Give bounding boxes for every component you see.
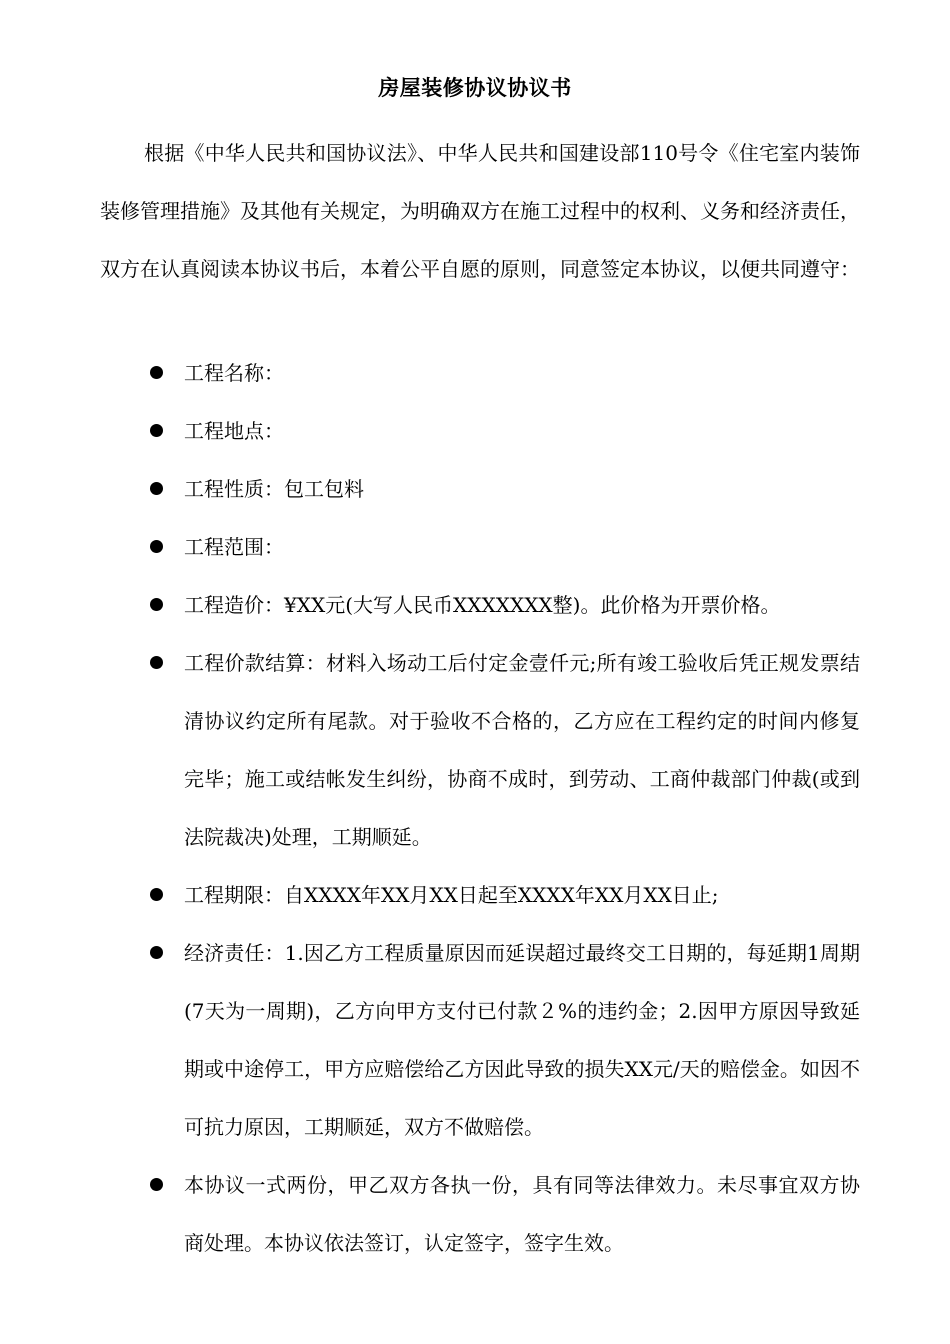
list-item (100, 518, 860, 576)
list-item-text: 工程范围： (184, 535, 284, 559)
list-item-text: 工程名称： (184, 361, 284, 385)
intro-paragraph: 根据《中华人民共和国协议法》、中华人民共和国建设部110号令《住宅室内装饰装修管理措施》及其他有关规定，为明确双方在施工过程中的权利、义务和经济责任，双方在认真阅读本协议书后，本着公平自愿的原则，同意签定本协议，以便共同遵守： (100, 141, 860, 281)
list-item (100, 1156, 860, 1272)
bullet-icon (150, 424, 163, 437)
bullet-icon (150, 482, 163, 495)
list-item (100, 402, 860, 460)
list-item-text: 工程期限：自XXXX年XX月XX日起至XXXX年XX月XX日止; (184, 883, 719, 907)
document-title: 房屋装修协议协议书 (378, 75, 572, 100)
list-item (100, 924, 860, 1156)
bullet-icon (150, 946, 163, 959)
list-item-text: 工程造价：¥XX元(大写人民币XXXXXXX整)。此价格为开票价格。 (184, 593, 781, 617)
list-item (100, 344, 860, 402)
list-item (100, 866, 860, 924)
bullet-icon (150, 366, 163, 379)
clause-list (100, 344, 860, 1272)
list-item-text: 本协议一式两份，甲乙双方各执一份，具有同等法律效力。未尽事宜双方协商处理。本协议依法签订，认定签字，签字生效。 (184, 1173, 860, 1255)
list-item (100, 576, 860, 634)
list-item-text: 工程地点： (184, 419, 284, 443)
bullet-icon (150, 656, 163, 669)
list-item-text: 工程性质：包工包料 (184, 477, 364, 501)
list-item-text: 工程价款结算：材料入场动工后付定金壹仟元;所有竣工验收后凭正规发票结清协议约定所有尾款。对于验收不合格的，乙方应在工程约定的时间内修复完毕；施工或结帐发生纠纷，协商不成时，到劳动、工商仲裁部门仲裁(或到法院裁决)处理，工期顺延。 (184, 651, 860, 849)
bullet-icon (150, 598, 163, 611)
list-item-text: 经济责任：1.因乙方工程质量原因而延误超过最终交工日期的，每延期1周期(7天为一周期)，乙方向甲方支付已付款２%的违约金；2.因甲方原因导致延期或中途停工，甲方应赔偿给乙方因此导致的损失XX元/天的赔偿金。如因不可抗力原因，工期顺延，双方不做赔偿。 (184, 941, 860, 1139)
list-item (100, 634, 860, 866)
bullet-icon (150, 540, 163, 553)
list-item (100, 460, 860, 518)
bullet-icon (150, 888, 163, 901)
bullet-icon (150, 1178, 163, 1191)
